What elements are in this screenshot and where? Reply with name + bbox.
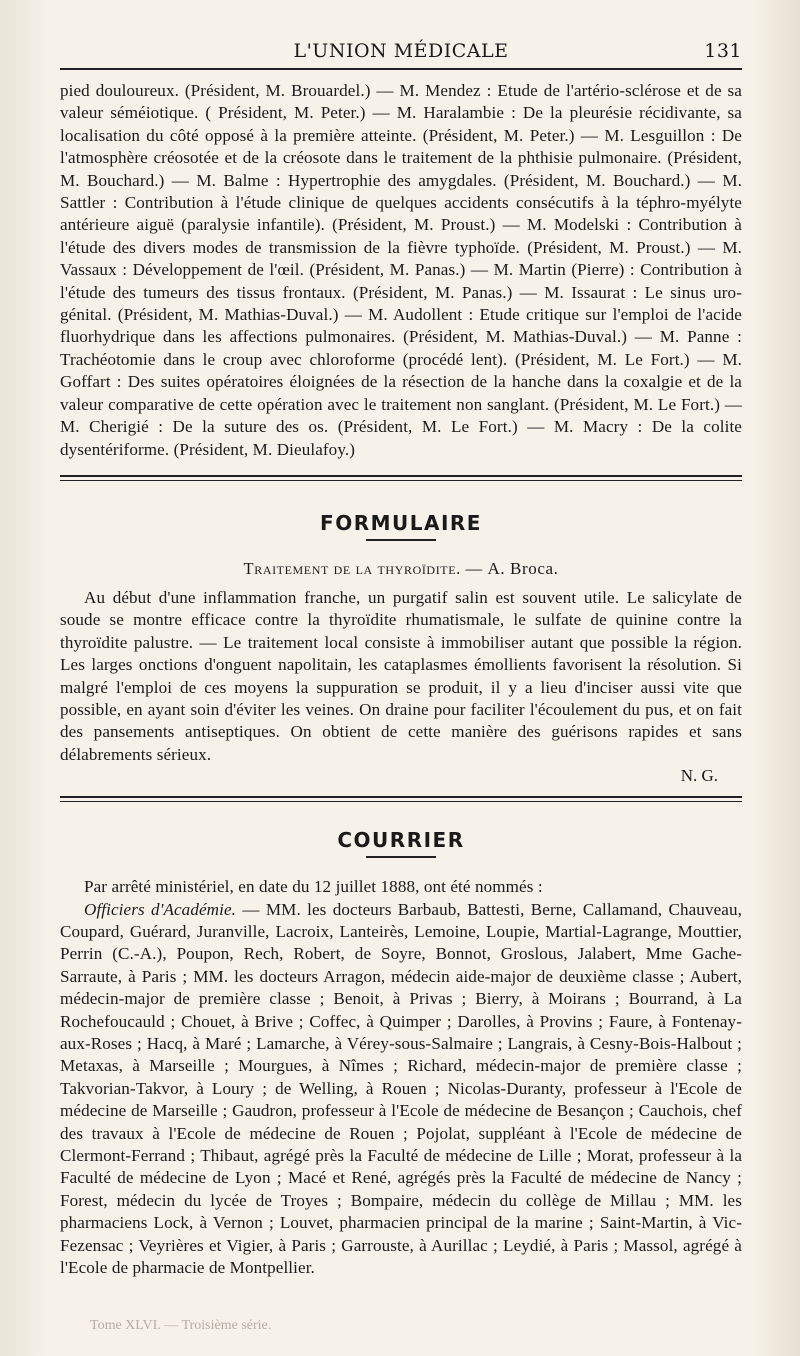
article-heading	[60, 559, 742, 579]
header-rule	[60, 68, 742, 70]
signature: N. G.	[680, 766, 718, 786]
article-title: Traitement de la thyroïdite. —	[243, 558, 483, 578]
courrier-intro: Par arrêté ministériel, en date du 12 juillet 1888, ont été nommés :	[84, 877, 543, 897]
section-title-courrier: COURRIER	[337, 828, 465, 853]
volume-note: Tome XLVI. — Troisième série.	[90, 1318, 272, 1333]
article-author: A. Broca.	[487, 558, 559, 578]
page-number: 131	[704, 40, 742, 62]
officiers-list: — MM. les docteurs Barbaub, Battesti, Berne, Callamand, Chauveau, Coupard, Guérard, Juranville, Lacroix, Lanteirès, Lemoine, Loupie, Martial-Lagrange, Mouttier, Perrin (C.-A.), Poupon, Rech, Robert, de Soyre, Bonnot, Groslous, Jalabert, Mme Gache-Sarraute, à Paris ; MM. les docteurs Arragon, médecin aide-major de deuxième classe ; Aubert, médecin-major de première classe ; Benoit, à Privas ; Bierry, à Moirans ; Bourrand, à La Rochefoucauld ; Chouet, à Brive ; Coffec, à Quimper ; Darolles, à Provins ; Faure, à Fontenay-aux-Roses ; Hacq, à Maré ; Lamarche, à Vérey-sous-Salmaire ; Langrais, à Cesny-Bois-Halbout ; Metaxas, à Marseille ; Mourgues, à Nîmes ; Richard, médecin-major de première classe ; Takvorian-Takvor, à Loury ; de Welling, à Rouen ; Nicolas-Duranty, professeur à l'Ecole de médecine de Marseille ; Gaudron, professeur à l'Ecole de médecine de Besançon ; Cauchois, chef des travaux à l'Ecole de médecine de Rouen ; Pojolat, suppléant à l'Ecole de médecine de Clermont-Ferrand ; Thibaut, agrégé près la Faculté de médecine de Lille ; Morat, professeur à la Faculté de médecine de Lyon ; Macé et René, agrégés près la Faculté de médecine de Nancy ; Forest, médecin du lycée de Troyes ; Bompaire, médecin du collège de Millau ; MM. les pharmaciens Lock, à Vernon ; Louvet, pharmacien principal de la marine ; Saint-Martin, à Vic-Fezensac ; Veyrières et Vigier, à Paris ; Garrouste, à Aurillac ; Leydié, à Paris ; Massol, agrégé à l'Ecole de pharmacie de Montpellier.	[60, 899, 742, 1278]
officiers-label: Officiers d'Académie.	[84, 899, 237, 919]
courrier-nominations	[60, 899, 742, 1280]
running-head	[60, 30, 742, 64]
journal-title: L'UNION MÉDICALE	[293, 40, 509, 62]
section-title-formulaire: FORMULAIRE	[320, 510, 482, 535]
formulaire-text: Au début d'une inflammation franche, un purgatif salin est souvent utile. Le salicylate de soude se montre efficace contre la thyroïdite rhumatismale, le sulfate de quinine contre la thyroïdite palustre. — Le traitement local consiste à immobiliser autant que possible la région. Les larges onctions d'onguent napolitain, les cataplasmes émollients favorisent la résolution. Si malgré l'emploi de ces moyens la suppuration se produit, il y a lieu d'inciser aussi vite que possible, en ayant soin d'éviter les veines. On draine pour faciliter l'écoulement du pus, et on fait des pansements antiseptiques. On obtient de cette manière des guérisons rapides et sans délabrements sérieux.	[60, 587, 742, 764]
thesis-list-paragraph: pied douloureux. (Président, M. Brouardel.) — M. Mendez : Etude de l'artério-sclérose et de sa valeur séméiotique. ( Président, M. Peter.) — M. Haralambie : De la pleurésie récidivante, sa localisation du côté opposé à la première atteinte. (Président, M. Peter.) — M. Lesguillon : De l'atmosphère créosotée et de la créosote dans le traitement de la phthisie pulmonaire. (Président, M. Bouchard.) — M. Balme : Hypertrophie des amygdales. (Président, M. Bouchard.) — M. Sattler : Contribution à l'étude clinique de quelques accidents consécutifs à la téphro-myélyte antérieure aiguë (paralysie infantile). (Président, M. Proust.) — M. Modelski : Contribution à l'étude des divers modes de transmission de la fièvre typhoïde. (Président, M. Proust.) — M. Vassaux : Développement de l'œil. (Président, M. Panas.) — M. Martin (Pierre) : Contribution à l'étude des tumeurs des tissus frontaux. (Président, M. Panas.) — M. Issaurat : Le sinus uro-génital. (Président, M. Mathias-Duval.) — M. Audollent : Etude critique sur l'emploi de l'acide fluorhydrique dans les affections pulmonaires. (Président, M. Mathias-Duval.) — M. Panne : Trachéotomie dans le croup avec chloroforme (procédé lent). (Président, M. Le Fort.) — M. Goffart : Des suites opératoires éloignées de la résection de la hanche dans la coxalgie et de la valeur comparative de cette opération avec le traitement non sanglant. (Président, M. Le Fort.) — M. Cherigié : De la suture des os. (Président, M. Le Fort.) — M. Macry : De la colite dysentériforme. (Président, M. Dieulafoy.)	[60, 81, 742, 459]
